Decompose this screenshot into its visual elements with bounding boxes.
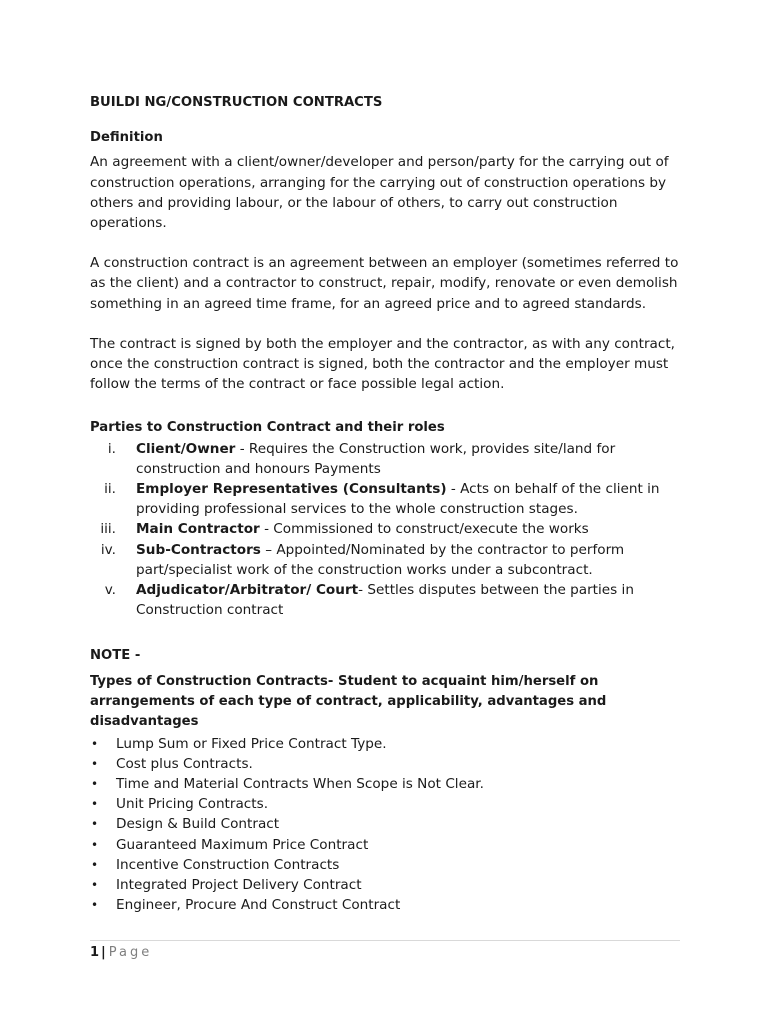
list-item <box>90 875 690 895</box>
list-number: iii. <box>100 521 116 538</box>
bullet-icon: • <box>91 898 99 913</box>
list-item <box>90 855 690 875</box>
list-item <box>90 895 690 915</box>
party-name: Main Contractor <box>136 521 260 538</box>
parties-list <box>90 439 690 621</box>
party-item-adjudicator <box>90 580 690 620</box>
list-item <box>90 835 690 855</box>
list-item-text: Incentive Construction Contracts <box>116 856 340 873</box>
party-description: – Appointed/Nominated by the contractor to perform part/specialist work of the construction works under a subcontract. <box>136 541 625 578</box>
party-item-main-contractor <box>90 519 690 539</box>
party-name: Client/Owner <box>136 440 236 457</box>
bullet-icon: • <box>91 817 99 832</box>
party-item-employer-representatives <box>90 479 690 519</box>
note-heading: NOTE - <box>90 648 141 664</box>
list-item-text: Integrated Project Delivery Contract <box>116 877 362 894</box>
page-label: Page <box>108 945 153 960</box>
page-content <box>90 93 690 916</box>
list-item-text: Time and Material Contracts When Scope is Not Clear. <box>116 776 484 793</box>
parties-heading: Parties to Construction Contract and their roles <box>90 420 445 436</box>
list-item-text: Cost plus Contracts. <box>116 755 253 772</box>
list-item <box>90 734 690 754</box>
party-name: Employer Representatives (Consultants) <box>136 481 447 498</box>
contract-types-list <box>90 734 690 916</box>
bullet-icon: • <box>91 736 99 751</box>
page-footer <box>90 944 152 962</box>
list-item <box>90 754 690 774</box>
list-item-text: Unit Pricing Contracts. <box>116 796 269 813</box>
bullet-icon: • <box>91 777 99 792</box>
contract-types-heading: Types of Construction Contracts- Student to acquaint him/herself on arrangements of each type of contract, applicability, advantages and disadvantages <box>90 673 607 729</box>
document-title: BUILDI NG/CONSTRUCTION CONTRACTS <box>90 95 383 110</box>
bullet-icon: • <box>91 878 99 893</box>
definition-heading: Definition <box>90 130 163 146</box>
list-item-text: Lump Sum or Fixed Price Contract Type. <box>116 735 387 752</box>
list-item-text: Engineer, Procure And Construct Contract <box>116 897 401 914</box>
list-item <box>90 814 690 834</box>
list-number: iv. <box>100 541 116 558</box>
bullet-icon: • <box>91 857 99 872</box>
list-number: i. <box>107 440 116 457</box>
party-name: Adjudicator/Arbitrator/ Court <box>136 582 359 599</box>
party-description: - Acts on behalf of the client in providing professional services to the whole construction stages. <box>136 481 660 518</box>
contract-signing-paragraph: The contract is signed by both the employer and the contractor, as with any contract, once the construction contract is signed, both the contractor and the employer must follow the terms of the contract or face possible legal action. <box>90 335 675 393</box>
bullet-icon: • <box>91 837 99 852</box>
footer-separator: | <box>101 945 106 960</box>
party-item-client-owner <box>90 439 690 479</box>
party-description: - Commissioned to construct/execute the works <box>259 521 589 538</box>
party-description: - Requires the Construction work, provides site/land for construction and honours Payments <box>136 440 616 477</box>
list-number: v. <box>104 582 116 599</box>
footer-divider <box>90 940 680 941</box>
list-item <box>90 774 690 794</box>
bullet-icon: • <box>91 797 99 812</box>
party-description: - Settles disputes between the parties in Construction contract <box>136 582 634 619</box>
list-item <box>90 794 690 814</box>
list-item-text: Guaranteed Maximum Price Contract <box>116 836 369 853</box>
list-item-text: Design & Build Contract <box>116 816 280 833</box>
party-item-sub-contractors <box>90 540 690 580</box>
contract-description-paragraph: A construction contract is an agreement between an employer (sometimes referred to as the client) and a contractor to construct, repair, modify, renovate or even demolish something in an agreed time frame, for an agreed price and to agreed standards. <box>90 255 679 312</box>
page-number: 1 <box>90 945 100 960</box>
party-name: Sub-Contractors <box>136 541 261 558</box>
list-number: ii. <box>104 481 116 498</box>
definition-paragraph: An agreement with a client/owner/developer and person/party for the carrying out of construction operations, arranging for the carrying out of construction operations by others and providing labour, or the labour of others, to carry out construction operations. <box>90 154 669 232</box>
bullet-icon: • <box>91 756 99 771</box>
